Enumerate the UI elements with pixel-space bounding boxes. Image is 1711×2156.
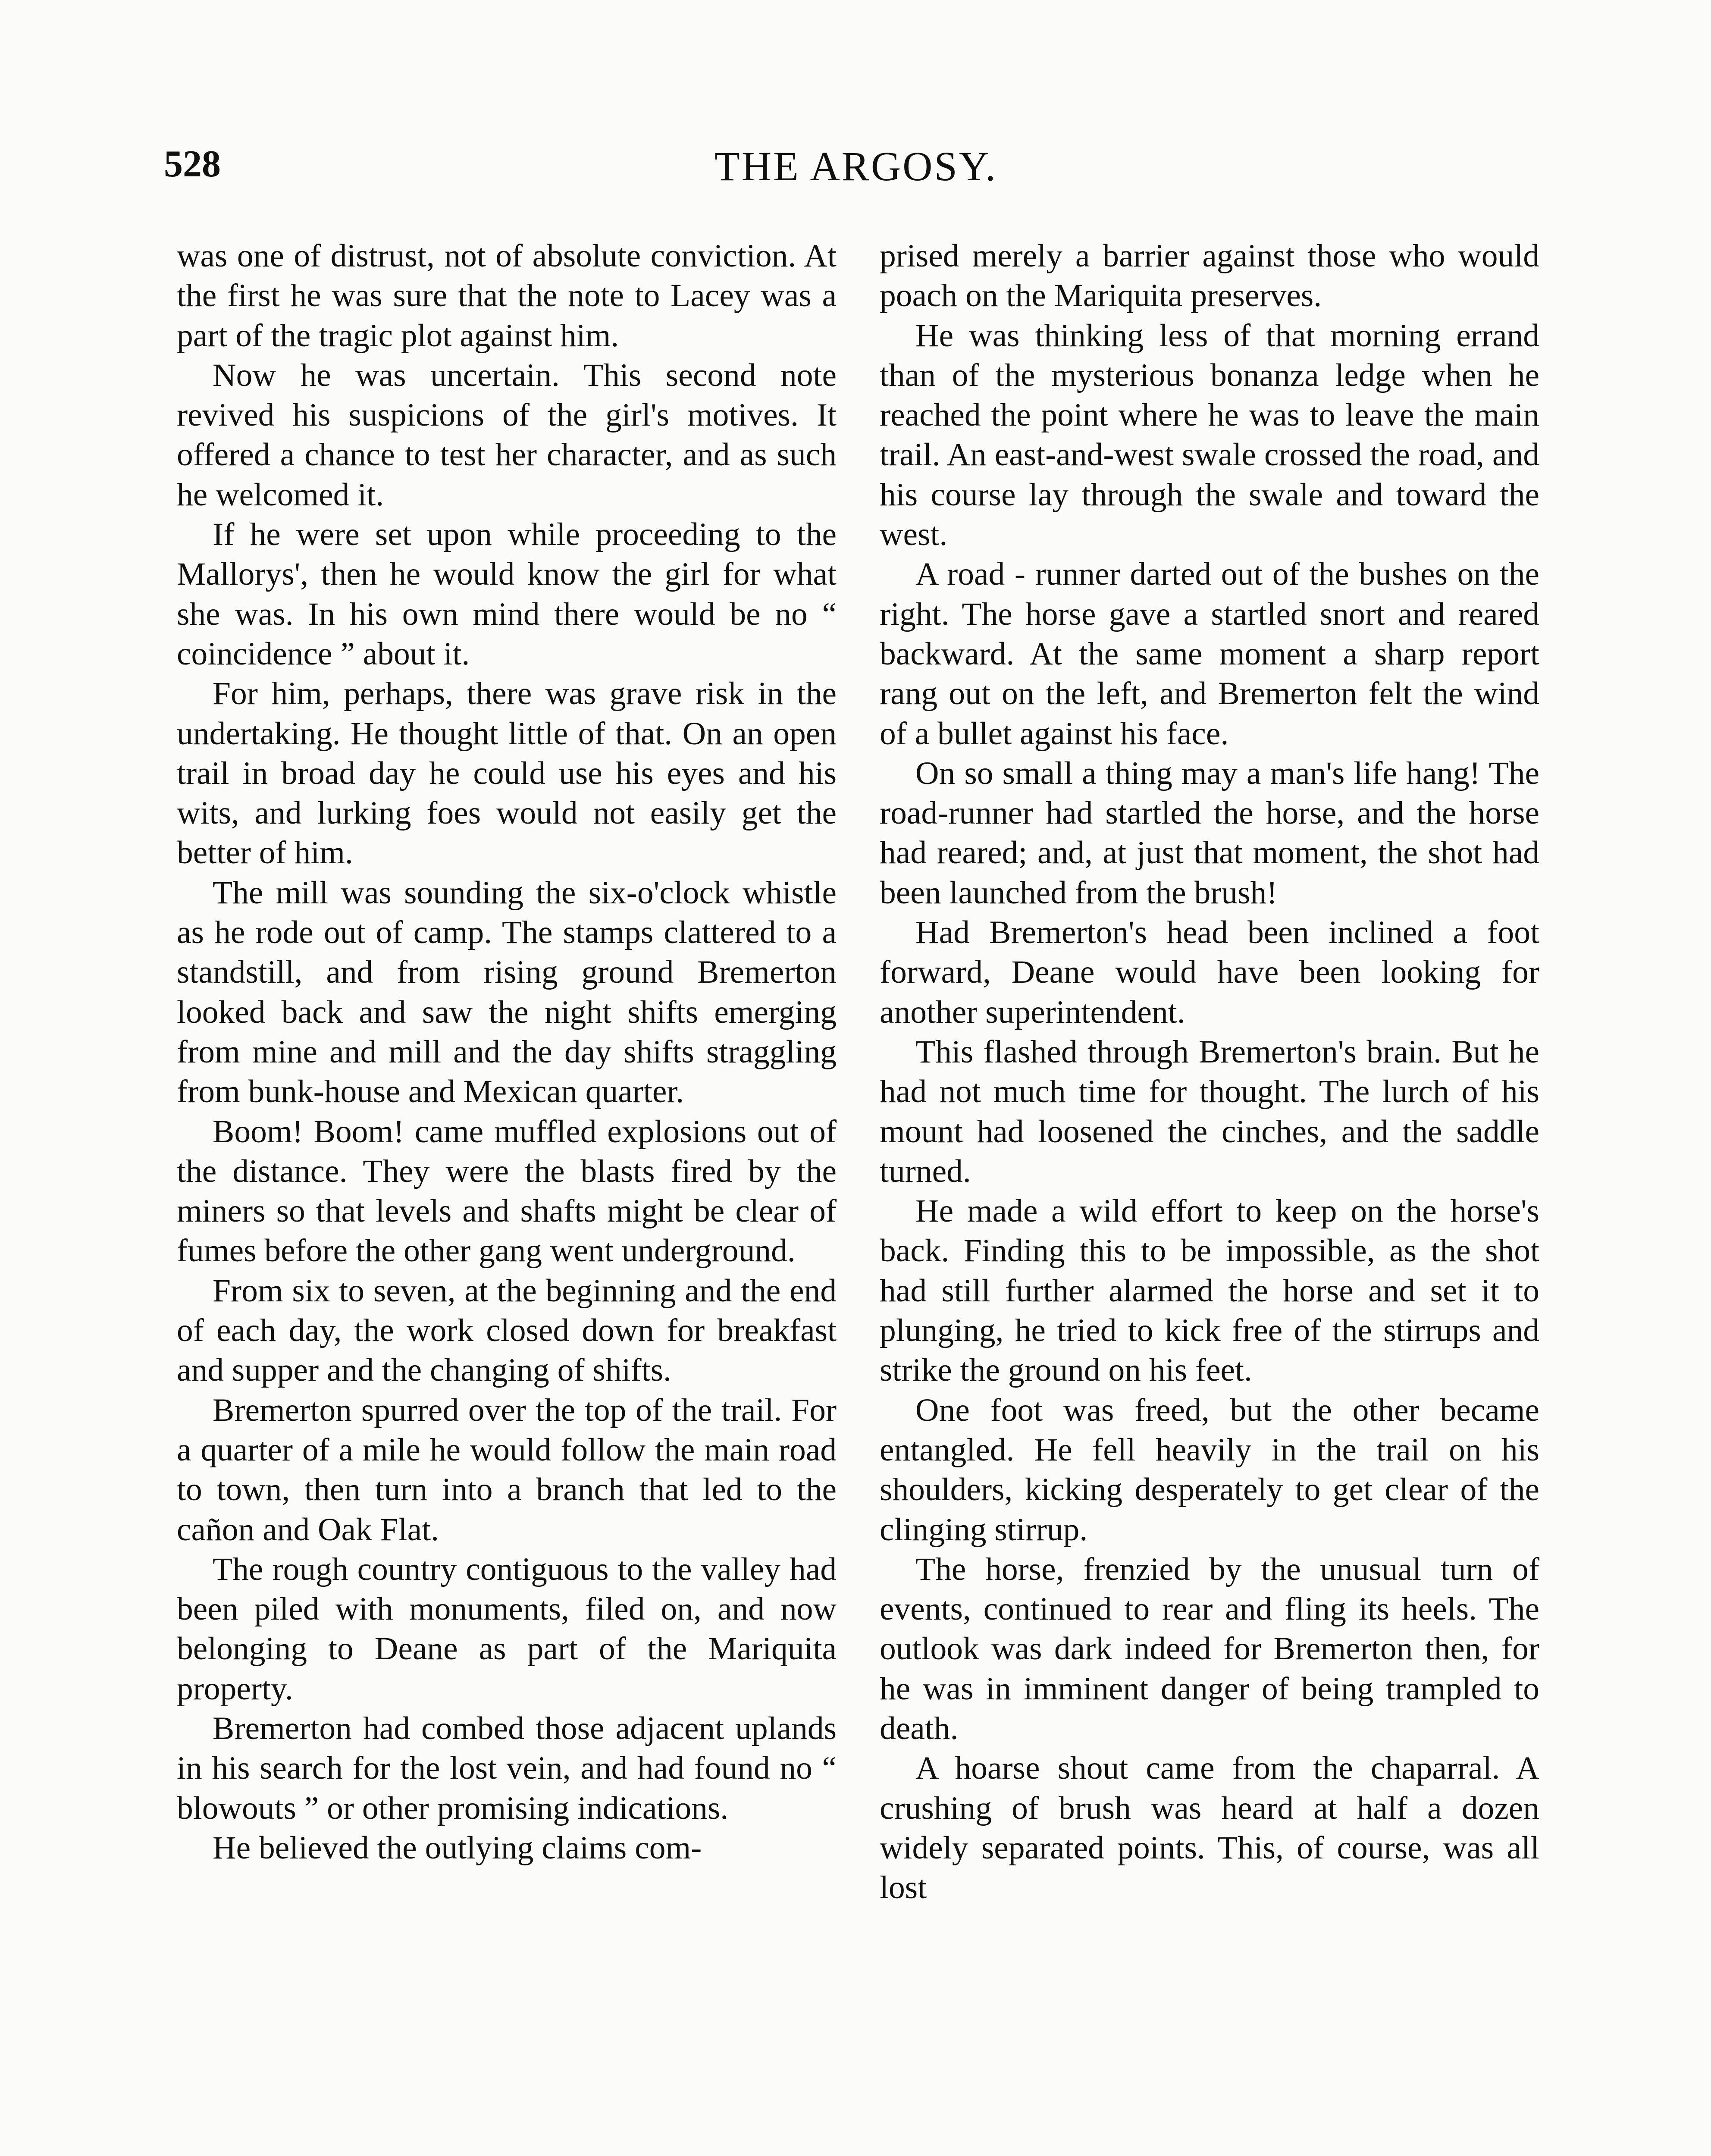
paragraph: The rough country contiguous to the valley had been piled with monuments, filed on, and now belonging to Deane as part of the Mariquita property. xyxy=(177,1551,837,1707)
paragraph: From six to seven, at the beginning and the end of each day, the work closed down for breakfast and supper and the changing of shifts. xyxy=(177,1272,837,1388)
paragraph: Now he was uncertain. This second note revived his suspicions of the girl's motives. It offered a chance to test her character, and as such he welcomed it. xyxy=(177,357,837,513)
page-number: 528 xyxy=(164,143,221,185)
paragraph: On so small a thing may a man's life hang! The road-runner had startled the horse, and the horse had reared; and, at just that moment, the shot had been launched from the brush! xyxy=(880,755,1539,911)
paragraph: For him, perhaps, there was grave risk in the undertaking. He thought little of that. On an open trail in broad day he could use his eyes and his wits, and lurking foes would not easily get the better of him. xyxy=(177,676,837,871)
paragraph: Bremerton spurred over the top of the trail. For a quarter of a mile he would follow the main road to town, then turn into a branch that led to the cañon and Oak Flat. xyxy=(177,1392,837,1548)
left-column xyxy=(177,236,837,1868)
paragraph: One foot was freed, but the other became entangled. He fell heavily in the trail on his shoulders, kicking desperately to get clear of the clinging stirrup. xyxy=(880,1392,1539,1548)
page-header xyxy=(164,142,1548,203)
paragraph: was one of distrust, not of absolute conviction. At the first he was sure that the note to Lacey was a part of the tragic plot against him. xyxy=(177,238,837,354)
paragraph: He believed the outlying claims com- xyxy=(213,1830,702,1866)
paragraph: The horse, frenzied by the unusual turn of events, continued to rear and fling its heels. The outlook was dark indeed for Bremerton then, for he was in imminent danger of being trampled to death. xyxy=(880,1551,1539,1746)
paragraph: The mill was sounding the six-o'clock whistle as he rode out of camp. The stamps clattered to a standstill, and from rising ground Bremerton looked back and saw the night shifts emerging from mine and mill and the day shifts straggling from bunk-house and Mexican quarter. xyxy=(177,874,837,1110)
paragraph: A hoarse shout came from the chaparral. A crushing of brush was heard at half a dozen widely separated points. This, of course, was all lost xyxy=(880,1750,1539,1906)
paragraph: He was thinking less of that morning errand than of the mysterious bonanza ledge when he reached the point where he was to leave the main trail. An east-and-west swale crossed the road, and his course lay through the swale and toward the west. xyxy=(880,317,1539,553)
paragraph: This flashed through Bremerton's brain. But he had not much time for thought. The lurch of his mount had loosened the cinches, and the saddle turned. xyxy=(880,1034,1539,1189)
paragraph: Had Bremerton's head been inclined a foot forward, Deane would have been looking for another superintendent. xyxy=(880,915,1539,1030)
paragraph: He made a wild effort to keep on the horse's back. Finding this to be impossible, as the shot had still further alarmed the horse and set it to plunging, he tried to kick free of the stirrups and strike the ground on his feet. xyxy=(880,1193,1539,1388)
paragraph: If he were set upon while proceeding to the Mallorys', then he would know the girl for what she was. In his own mind there would be no “ coincidence ” about it. xyxy=(177,517,837,672)
right-column xyxy=(880,236,1539,1908)
paragraph: prised merely a barrier against those who would poach on the Mariquita preserves. xyxy=(880,238,1539,314)
paragraph: Boom! Boom! came muffled explosions out of the distance. They were the blasts fired by the miners so that levels and shafts might be clear of fumes before the other gang went underground. xyxy=(177,1113,837,1269)
running-title: THE ARGOSY. xyxy=(714,143,997,189)
paragraph: Bremerton had combed those adjacent uplands in his search for the lost vein, and had found no “ blowouts ” or other promising indications. xyxy=(177,1710,837,1826)
paragraph: A road - runner darted out of the bushes on the right. The horse gave a startled snort and reared backward. At the same moment a sharp report rang out on the left, and Bremerton felt the wind of a bullet against his face. xyxy=(880,556,1539,752)
